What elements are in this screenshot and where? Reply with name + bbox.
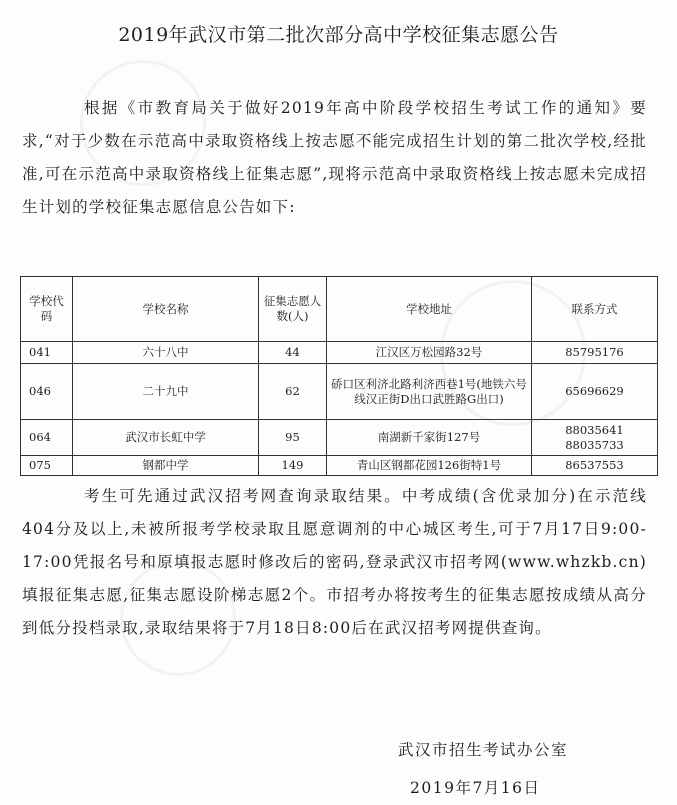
cell-contact: 65696629 <box>532 364 658 420</box>
header-name: 学校名称 <box>73 277 259 342</box>
intro-text: 根据《市教育局关于做好2019年高中阶段学校招生考试工作的通知》要求,“对于少数在示范高中录取资格线上按志愿不能完成招生计划的第二批次学校,经批准,可在示范高中录取资格线上征集志愿”,现将示范高中录取资格线上按志愿未完成招生计划的学校征集志愿信息公告如下: <box>22 99 647 216</box>
cell-address: 青山区钢都花园126街特1号 <box>327 456 532 476</box>
cell-address: 南湖新千家街127号 <box>327 420 532 456</box>
table-header-row <box>21 277 658 342</box>
body-paragraph <box>22 480 647 645</box>
cell-count: 62 <box>259 364 327 420</box>
cell-code: 046 <box>21 364 73 420</box>
cell-address: 硚口区利济北路利济西巷1号(地铁六号线汉正街D出口武胜路G出口) <box>327 364 532 420</box>
cell-address: 江汉区万松园路32号 <box>327 342 532 364</box>
signature-org: 武汉市招生考试办公室 <box>398 741 569 759</box>
page-title: 2019年武汉市第二批次部分高中学校征集志愿公告 <box>118 24 559 46</box>
cell-name: 武汉市长虹中学 <box>73 420 259 456</box>
header-count: 征集志愿人数(人) <box>259 277 327 342</box>
table-row <box>21 342 658 364</box>
header-code: 学校代码 <box>21 277 73 342</box>
body-text: 考生可先通过武汉招考网查询录取结果。中考成绩(含优录加分)在示范线404分及以上,未被所报考学校录取且愿意调剂的中心城区考生,可于7月17日9:00-17:00凭报名号和原填报志愿时修改后的密码,登录武汉市招考网(www.whzkb.cn)填报征集志愿,征集志愿设阶梯志愿2个。市招考办将按考生的征集志愿按成绩从高分到低分投档录取,录取结果将于7月18日8:00后在武汉招考网提供查询。 <box>22 487 647 637</box>
cell-code: 064 <box>21 420 73 456</box>
cell-contact: 88035641 88035733 <box>532 420 658 456</box>
table-row <box>21 456 658 476</box>
header-address: 学校地址 <box>327 277 532 342</box>
cell-code: 041 <box>21 342 73 364</box>
cell-name: 钢都中学 <box>73 456 259 476</box>
table-row <box>21 364 658 420</box>
cell-name: 六十八中 <box>73 342 259 364</box>
schools-table <box>20 276 658 476</box>
cell-count: 149 <box>259 456 327 476</box>
cell-count: 95 <box>259 420 327 456</box>
table-row <box>21 420 658 456</box>
cell-count: 44 <box>259 342 327 364</box>
cell-name: 二十九中 <box>73 364 259 420</box>
signature-date: 2019年7月16日 <box>410 779 541 797</box>
header-contact: 联系方式 <box>532 277 658 342</box>
intro-paragraph <box>22 92 647 224</box>
cell-contact: 85795176 <box>532 342 658 364</box>
cell-contact: 86537553 <box>532 456 658 476</box>
cell-code: 075 <box>21 456 73 476</box>
